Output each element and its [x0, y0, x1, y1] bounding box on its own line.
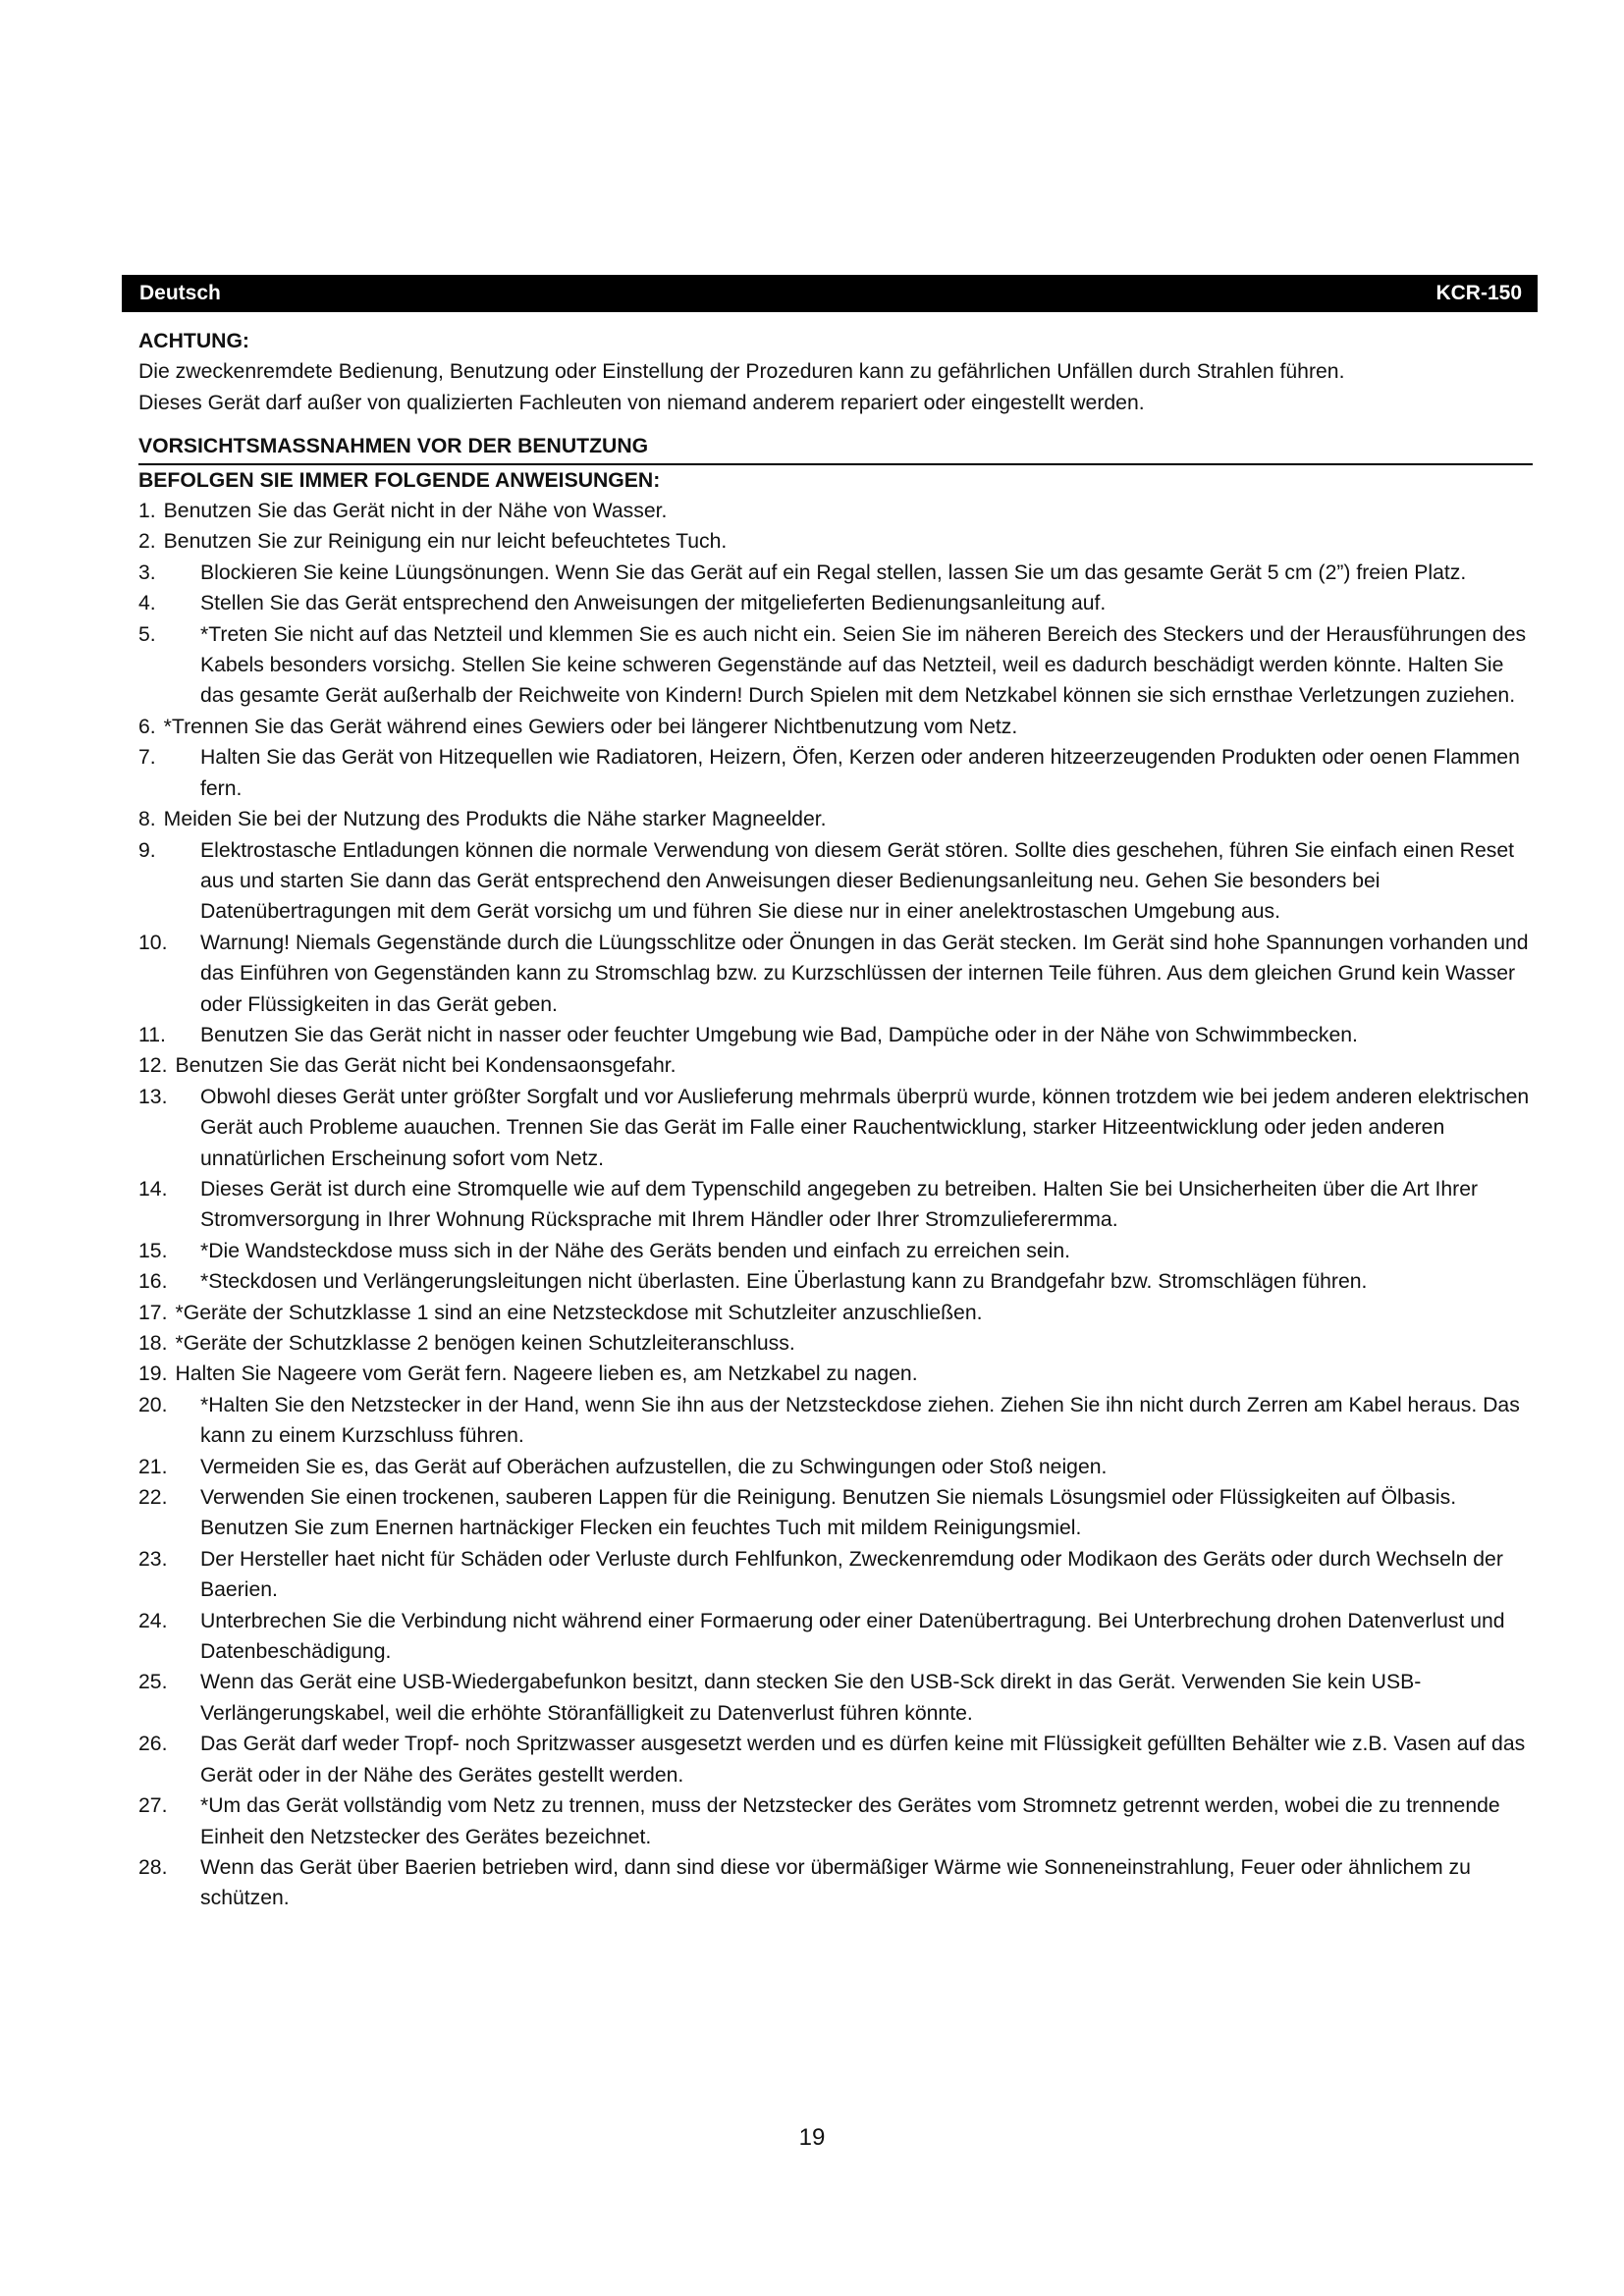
list-item — [138, 1544, 1533, 1606]
list-item-text: *Halten Sie den Netzstecker in der Hand, wenn Sie ihn aus der Netzsteckdose ziehen. Ziehen Sie ihn nicht durch Zerren am Kabel heraus. Das kann zu einem Kurzschluss führen. — [200, 1393, 1520, 1448]
list-item-number: 13. — [138, 1085, 168, 1108]
list-item-text: Halten Sie Nageere vom Gerät fern. Nageere lieben es, am Netzkabel zu nagen. — [175, 1362, 918, 1386]
list-item-number: 16. — [138, 1270, 168, 1294]
list-item-number: 1. — [138, 500, 156, 523]
list-item — [138, 496, 1533, 526]
language-label: Deutsch — [139, 282, 221, 304]
list-item-text: *Trennen Sie das Gerät während eines Gewiers oder bei längerer Nichtbenutzung vom Netz. — [163, 715, 1018, 738]
list-item-text: Meiden Sie bei der Nutzung des Produkts die Nähe starker Magneelder. — [163, 808, 827, 831]
list-item-text: Elektrostasche Entladungen können die normale Verwendung von diesem Gerät stören. Sollte dies geschehen, führen Sie einfach einen Reset aus und starten Sie dann das Gerät entsprechend den Anweisungen dieser Bedienungsanleitung neu. Gehen Sie besonders bei Datenübertragungen mit dem Gerät vorsichg um und führen Sie diese nur in einer anelektrostaschen Umgebung aus. — [200, 838, 1515, 924]
list-item — [138, 1020, 1533, 1050]
list-item-text: *Steckdosen und Verlängerungsleitungen nicht überlasten. Eine Überlastung kann zu Brandgefahr bzw. Stromschlägen führen. — [200, 1270, 1368, 1294]
list-item-number: 28. — [138, 1855, 168, 1879]
list-item-text: Halten Sie das Gerät von Hitzequellen wie Radiatoren, Heizern, Öfen, Kerzen oder anderen hitzeerzeugenden Produkten oder oenen Flammen fern. — [200, 746, 1520, 800]
list-item — [138, 1482, 1533, 1544]
subsection-title: BEFOLGEN SIE IMMER FOLGENDE ANWEISUNGEN: — [138, 468, 661, 492]
achtung-paragraph-2: Dieses Gerät darf außer von qualizierten Fachleuten von niemand anderem repariert oder eingestellt werden. — [138, 391, 1145, 414]
list-item-number: 24. — [138, 1609, 168, 1632]
list-item-number: 2. — [138, 530, 156, 554]
list-item — [138, 1390, 1533, 1452]
list-item-number: 6. — [138, 715, 156, 738]
list-item-text: Der Hersteller haet nicht für Schäden oder Verluste durch Fehlfunkon, Zweckenremdung oder Modikaon des Geräts oder durch Wechseln der Baerien. — [200, 1547, 1503, 1602]
list-item-text: *Geräte der Schutzklasse 2 benögen keinen Schutzleiteranschluss. — [175, 1332, 795, 1355]
list-item-text: Benutzen Sie das Gerät nicht bei Kondensaonsgefahr. — [175, 1054, 677, 1078]
list-item-number: 26. — [138, 1733, 168, 1756]
list-item-number: 22. — [138, 1486, 168, 1510]
list-item — [138, 1729, 1533, 1790]
list-item-number: 8. — [138, 808, 156, 831]
list-item-number: 17. — [138, 1301, 168, 1324]
list-item-text: *Treten Sie nicht auf das Netzteil und klemmen Sie es auch nicht ein. Seien Sie im näheren Bereich des Steckers und der Herausführungen des Kabels besonders vorsichg. Stellen Sie keine schweren Gegenstände auf das Netzteil, weil es dadurch beschädigt werden könnte. Halten Sie das gesamte Gerät außerhalb der Reichweite von Kindern! Durch Spielen mit dem Netzkabel können sie sich ernsthae Verletzungen zuziehen. — [200, 622, 1527, 708]
list-item — [138, 928, 1533, 1020]
list-item-text: *Geräte der Schutzklasse 1 sind an eine Netzsteckdose mit Schutzleiter anzuschließen. — [175, 1301, 983, 1324]
list-item — [138, 835, 1533, 928]
header-bar — [122, 275, 1538, 312]
list-item — [138, 712, 1533, 742]
list-item-text: Benutzen Sie das Gerät nicht in der Nähe von Wasser. — [163, 500, 668, 523]
list-item-text: *Um das Gerät vollständig vom Netz zu trennen, muss der Netzstecker des Gerätes vom Stromnetz getrennt werden, wobei die zu trennende Einheit den Netzstecker des Gerätes bezeichnet. — [200, 1794, 1500, 1848]
list-item — [138, 1298, 1533, 1328]
list-item-number: 11. — [138, 1023, 166, 1046]
list-item-text: Dieses Gerät ist durch eine Stromquelle wie auf dem Typenschild angegeben zu betreiben. Halten Sie bei Unsicherheiten über die Art Ihrer Stromversorgung in Ihrer Wohnung Rücksprache mit Ihrem Händler oder Ihrer Stromzulieferermma. — [200, 1177, 1479, 1232]
list-item-number: 7. — [138, 746, 156, 770]
section-title: VORSICHTSMASSNAHMEN VOR DER BENUTZUNG — [138, 431, 1533, 464]
list-item-number: 27. — [138, 1794, 168, 1818]
achtung-title: ACHTUNG: — [138, 330, 249, 352]
list-item-text: Warnung! Niemals Gegenstände durch die Lüungsschlitze oder Önungen in das Gerät stecken. Im Gerät sind hohe Spannungen vorhanden und das Einführen von Gegenständen kann zu Stromschlag bzw. zu Kurzschlüssen der internen Teile führen. Aus dem gleichen Grund kein Wasser oder Flüssigkeiten in das Gerät geben. — [200, 931, 1529, 1016]
list-item-number: 21. — [138, 1455, 168, 1478]
list-item-text: Wenn das Gerät über Baerien betrieben wird, dann sind diese vor übermäßiger Wärme wie Sonneneinstrahlung, Feuer oder ähnlichem zu schützen. — [200, 1855, 1471, 1910]
list-item — [138, 804, 1533, 834]
achtung-paragraph-1: Die zweckenremdete Bedienung, Benutzung oder Einstellung der Prozeduren kann zu gefährlichen Unfällen durch Strahlen führen. — [138, 360, 1345, 384]
list-item — [138, 1359, 1533, 1389]
list-item — [138, 1667, 1533, 1729]
list-item-number: 20. — [138, 1393, 168, 1416]
list-item — [138, 588, 1533, 618]
list-item — [138, 1606, 1533, 1668]
list-item-number: 12. — [138, 1054, 168, 1078]
list-item-number: 23. — [138, 1547, 168, 1571]
list-item-number: 18. — [138, 1332, 168, 1355]
list-item-text: *Die Wandsteckdose muss sich in der Nähe des Geräts benden und einfach zu erreichen sein. — [200, 1239, 1071, 1262]
list-item-text: Blockieren Sie keine Lüungsönungen. Wenn Sie das Gerät auf ein Regal stellen, lassen Sie um das gesamte Gerät 5 cm (2”) freien Platz. — [200, 561, 1467, 584]
list-item — [138, 1082, 1533, 1174]
list-item-text: Benutzen Sie zur Reinigung ein nur leicht befeuchtetes Tuch. — [163, 530, 728, 554]
list-item-number: 4. — [138, 592, 156, 615]
list-item-number: 15. — [138, 1239, 168, 1262]
list-item-text: Obwohl dieses Gerät unter größter Sorgfalt und vor Auslieferung mehrmals überprü wurde, können trotzdem wie bei jedem anderen elektrischen Gerät auch Probleme auauchen. Trennen Sie das Gerät im Falle einer Rauchentwicklung, starker Hitzeentwicklung oder jeden anderen unnatürlichen Erscheinung sofort vom Netz. — [200, 1085, 1530, 1170]
list-item — [138, 742, 1533, 804]
list-item — [138, 1236, 1533, 1266]
list-item-number: 25. — [138, 1671, 168, 1694]
list-item-text: Das Gerät darf weder Tropf- noch Spritzwasser ausgesetzt werden und es dürfen keine mit Flüssigkeit gefüllten Behälter wie z.B. Vasen auf das Gerät oder in der Nähe des Gerätes gestellt werden. — [200, 1733, 1526, 1787]
list-item — [138, 1852, 1533, 1914]
list-item — [138, 558, 1533, 588]
list-item — [138, 619, 1533, 712]
list-item-number: 5. — [138, 622, 156, 646]
page-number: 19 — [798, 2124, 826, 2151]
list-item — [138, 1266, 1533, 1297]
list-item — [138, 1790, 1533, 1852]
list-item-text: Unterbrechen Sie die Verbindung nicht während einer Formaerung oder einer Datenübertragung. Bei Unterbrechung drohen Datenverlust und Datenbeschädigung. — [200, 1609, 1505, 1664]
list-item-number: 10. — [138, 931, 168, 954]
list-item-text: Wenn das Gerät eine USB-Wiedergabefunkon besitzt, dann stecken Sie den USB-Sck direkt in das Gerät. Verwenden Sie kein USB-Verlängerungskabel, weil die erhöhte Störanfälligkeit zu Datenverlust führen könnte. — [200, 1671, 1422, 1725]
list-item-text: Stellen Sie das Gerät entsprechend den Anweisungen der mitgelieferten Bedienungsanleitung auf. — [200, 592, 1107, 615]
list-item-number: 19. — [138, 1362, 168, 1386]
list-item-number: 14. — [138, 1177, 168, 1201]
list-item-text: Verwenden Sie einen trockenen, sauberen Lappen für die Reinigung. Benutzen Sie niemals Lösungsmiel oder Flüssigkeiten auf Ölbasis. Benutzen Sie zum Enernen hartnäckiger Flecken ein feuchtes Tuch mit mildem Reinigungsmiel. — [200, 1486, 1457, 1540]
instruction-list — [138, 496, 1533, 1914]
model-label: KCR-150 — [1435, 282, 1522, 304]
list-item — [138, 1174, 1533, 1236]
list-item — [138, 1328, 1533, 1359]
list-item-text: Vermeiden Sie es, das Gerät auf Oberächen aufzustellen, die zu Schwingungen oder Stoß neigen. — [200, 1455, 1108, 1478]
list-item — [138, 1050, 1533, 1081]
list-item-text: Benutzen Sie das Gerät nicht in nasser oder feuchter Umgebung wie Bad, Dampüche oder in der Nähe von Schwimmbecken. — [200, 1023, 1358, 1046]
list-item — [138, 1452, 1533, 1482]
content — [138, 326, 1533, 1914]
list-item-number: 9. — [138, 838, 156, 862]
list-item-number: 3. — [138, 561, 156, 584]
list-item — [138, 526, 1533, 557]
